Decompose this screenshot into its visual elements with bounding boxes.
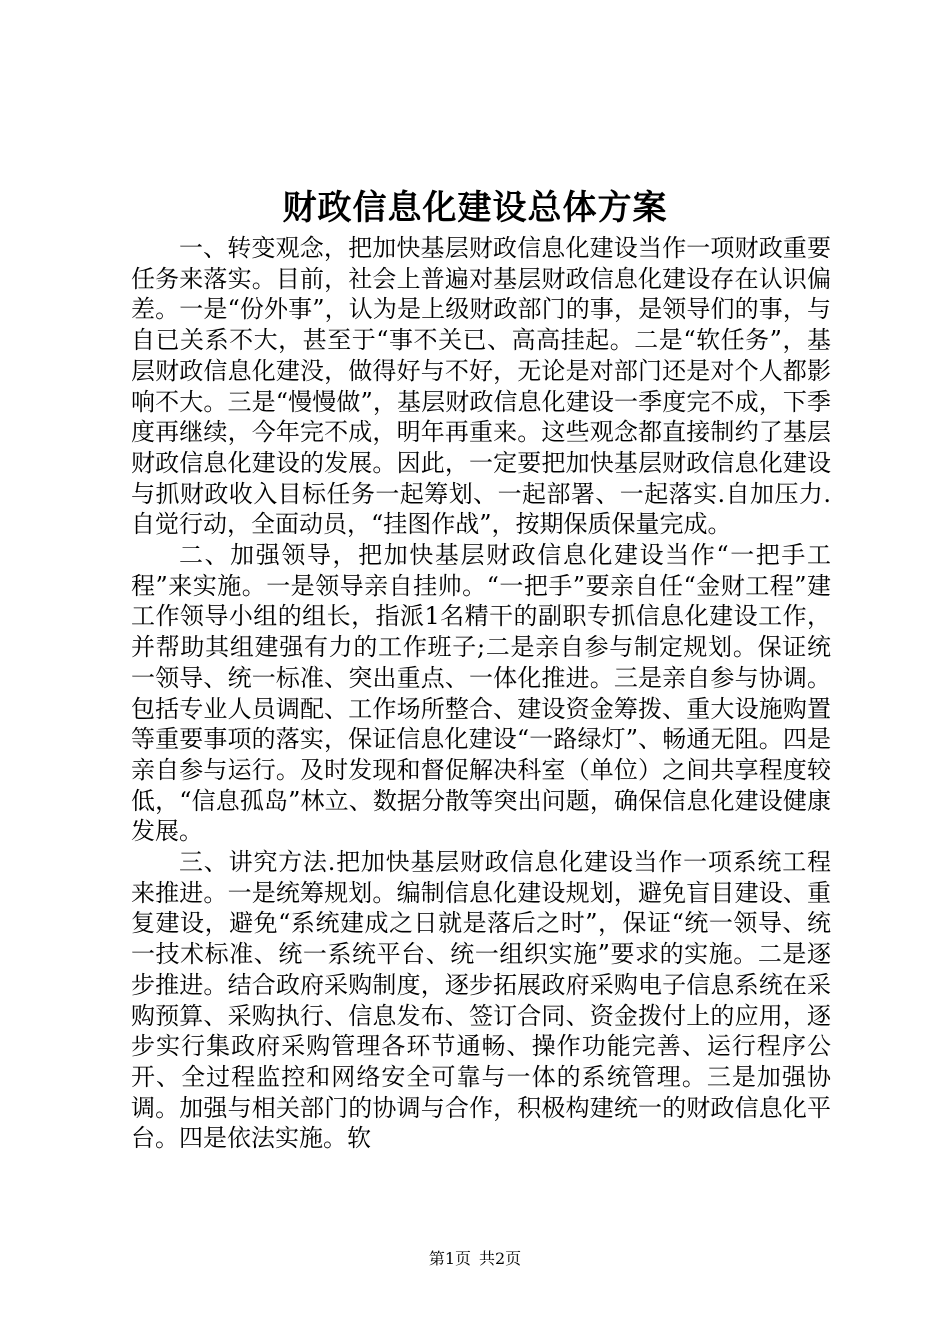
- document-title: 财政信息化建设总体方案: [282, 188, 668, 228]
- paragraph-3: 三、讲究方法.把加快基层财政信息化建设当作一项系统工程来推进。一是统筹规划。编制信息化建设规划，避免盲目建设、重复建设，避免“系统建成之日就是落后之时”，保证“统一领导、统一技术标准、统一系统平台、统一组织实施”要求的实施。二是逐步推进。结合政府采购制度，逐步拓展政府采购电子信息系统在采购预算、采购执行、信息发布、签订合同、资金拨付上的应用，逐步实行集政府采购管理各环节通畅、操作功能完善、运行程序公开、全过程监控和网络安全可靠与一体的系统管理。三是加强协调。加强与相关部门的协调与合作，积极构建统一的财政信息化平台。四是依法实施。软: [131, 848, 831, 1153]
- document-body: [131, 233, 831, 1154]
- page-total: 共2页: [479, 1249, 522, 1268]
- page-number: 第1页: [428, 1249, 471, 1268]
- page-footer: [0, 1248, 950, 1270]
- paragraph-2: 二、加强领导，把加快基层财政信息化建设当作“一把手工程”来实施。一是领导亲自挂帅。“一把手”要亲自任“金财工程”建工作领导小组的组长，指派1名精干的副职专抓信息化建设工作，并帮助其组建强有力的工作班子;二是亲自参与制定规划。保证统一领导、统一标准、突出重点、一体化推进。三是亲自参与协调。包括专业人员调配、工作场所整合、建设资金筹拨、重大设施购置等重要事项的落实，保证信息化建设“一路绿灯”、畅通无阻。四是亲自参与运行。及时发现和督促解决科室（单位）之间共享程度较低，“信息孤岛”林立、数据分散等突出问题，确保信息化建设健康发展。: [131, 541, 831, 846]
- paragraph-1: 一、转变观念，把加快基层财政信息化建设当作一项财政重要任务来落实。目前，社会上普遍对基层财政信息化建设存在认识偏差。一是“份外事”，认为是上级财政部门的事，是领导们的事，与自已关系不大，甚至于“事不关已、高高挂起。二是“软任务”，基层财政信息化建没，做得好与不好，无论是对部门还是对个人都影响不大。三是“慢慢做”，基层财政信息化建设一季度完不成，下季度再继续，今年完不成，明年再重来。这些观念都直接制约了基层财政信息化建设的发展。因此，一定要把加快基层财政信息化建设与抓财政收入目标任务一起筹划、一起部署、一起落实.自加压力.自觉行动，全面动员，“挂图作战”，按期保质保量完成。: [131, 234, 831, 539]
